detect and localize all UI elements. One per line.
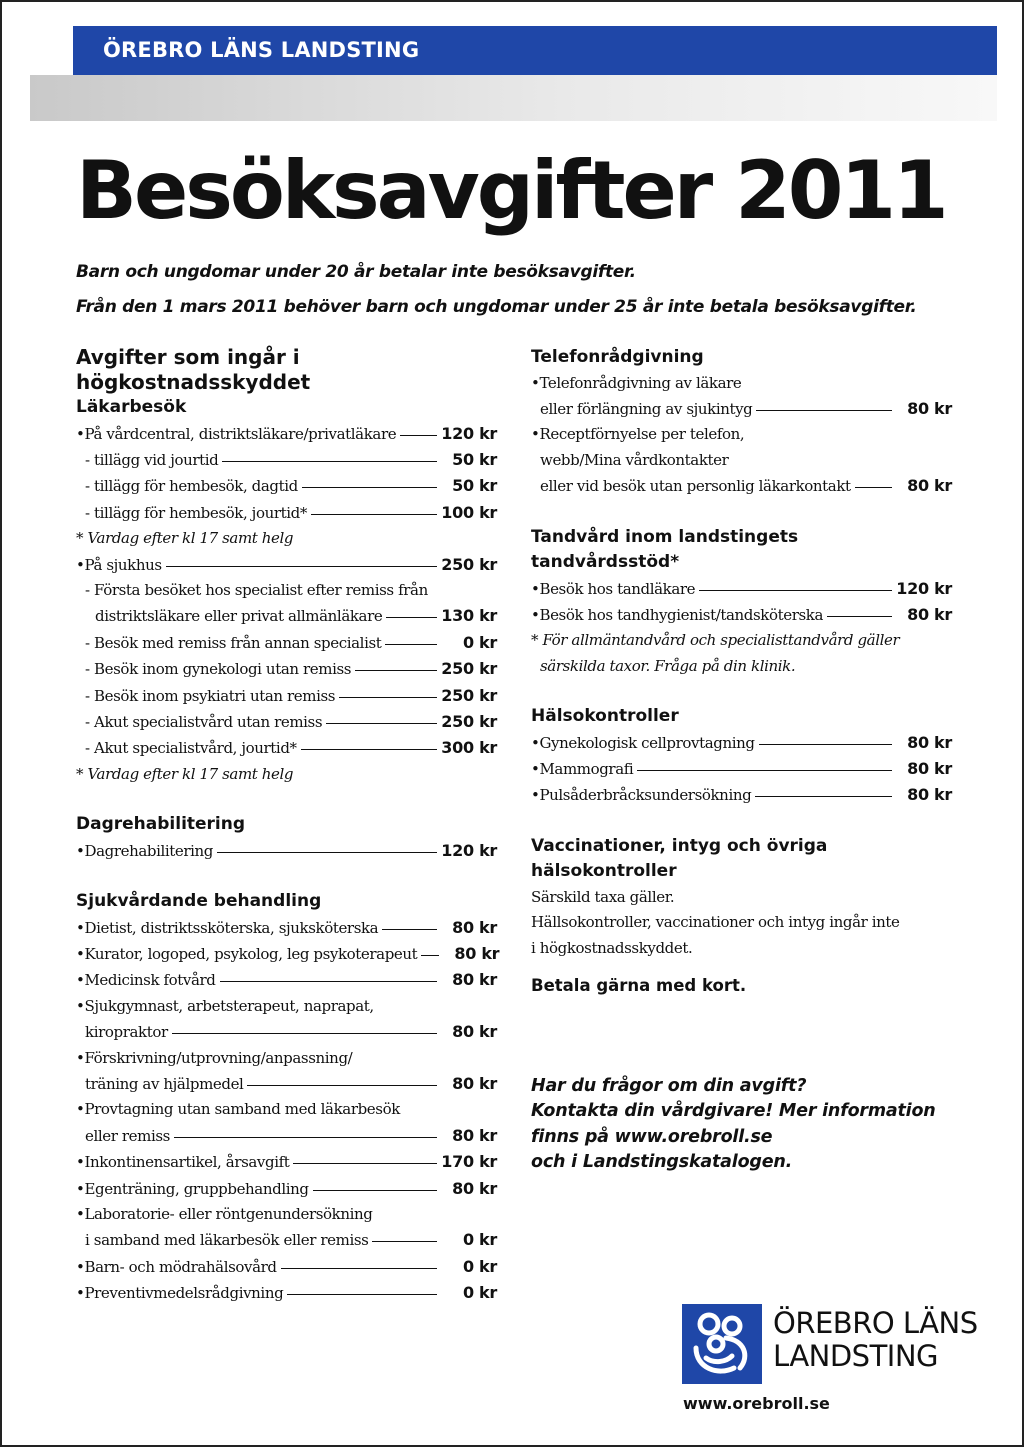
leader-line	[855, 487, 892, 488]
fee-price: 120 kr	[896, 578, 952, 598]
footnote: * Vardag efter kl 17 samt helg	[76, 529, 294, 548]
fee-row	[531, 730, 952, 756]
fee-price: 80 kr	[452, 917, 497, 937]
fee-label: distriktsläkare eller privat allmänläkare	[95, 607, 383, 626]
fee-label-line: webb/Mina vårdkontakter	[540, 450, 729, 469]
sjukvard-heading: Sjukvårdande behandling	[76, 891, 322, 912]
fee-row	[76, 915, 497, 941]
leader-line	[382, 929, 437, 930]
fee-label: - tillägg för hembesök, jourtid*	[85, 503, 307, 522]
leader-line	[222, 461, 437, 462]
fee-label: •Egenträning, gruppbehandling	[76, 1179, 309, 1198]
leader-line	[287, 1294, 437, 1295]
fee-row	[76, 421, 497, 447]
fee-row	[76, 1123, 497, 1149]
fee-row	[76, 735, 497, 761]
fee-price: 0 kr	[462, 1256, 497, 1276]
fee-row	[76, 1019, 497, 1045]
leader-line	[339, 697, 437, 698]
fee-price: 250 kr	[441, 659, 497, 679]
decorative-gradient-bar	[30, 75, 997, 121]
fee-price: 250 kr	[441, 554, 497, 574]
fee-price: 80 kr	[907, 759, 952, 779]
fee-row	[76, 838, 497, 864]
fee-row	[531, 396, 952, 422]
leader-line	[400, 435, 437, 436]
fee-label: - tillägg vid jourtid	[85, 450, 219, 469]
vacc-text: Hällsokontroller, vaccinationer och intyg ingår inte	[531, 913, 900, 932]
footnote: * Vardag efter kl 17 samt helg	[76, 764, 294, 783]
fee-row	[76, 941, 500, 967]
contact-line: finns på www.orebroll.se	[531, 1126, 773, 1147]
fee-label: •Besök hos tandläkare	[531, 579, 696, 598]
fee-price: 80 kr	[907, 732, 952, 752]
leader-line	[827, 616, 892, 617]
fee-label: eller vid besök utan personlig läkarkontakt	[540, 477, 851, 496]
fee-label-line: •Laboratorie- eller röntgenundersökning	[76, 1205, 373, 1224]
leader-line	[385, 644, 437, 645]
fee-label: •Gynekologisk cellprovtagning	[531, 733, 755, 752]
header-banner: ÖREBRO LÄNS LANDSTING	[73, 26, 997, 75]
fee-label: - Akut specialistvård, jourtid*	[85, 739, 297, 758]
fee-label: •På vårdcentral, distriktsläkare/privatläkare	[76, 424, 397, 443]
fee-price: 0 kr	[462, 1230, 497, 1250]
fee-label-line: •Förskrivning/utprovning/anpassning/	[76, 1048, 353, 1067]
contact-line: Kontakta din vårdgivare! Mer information	[531, 1101, 936, 1122]
fee-label: - Akut specialistvård utan remiss	[85, 712, 323, 731]
dagrehab-heading: Dagrehabilitering	[76, 814, 246, 835]
fee-price: 120 kr	[441, 840, 497, 860]
fee-price: 80 kr	[454, 944, 500, 963]
fee-price: 170 kr	[441, 1152, 497, 1172]
leader-line	[302, 487, 437, 488]
fee-row	[76, 683, 497, 709]
leader-line	[217, 852, 437, 853]
fee-row	[76, 656, 497, 682]
vacc-heading: Vaccinationer, intyg och övriga	[531, 835, 828, 856]
fee-label: - tillägg för hembesök, dagtid	[85, 477, 298, 496]
fee-row	[76, 1071, 497, 1097]
leader-line	[756, 410, 892, 411]
fee-row	[76, 1176, 497, 1202]
fee-price: 80 kr	[907, 785, 952, 805]
leader-line	[166, 566, 437, 567]
telefon-heading: Telefonrådgivning	[531, 347, 704, 367]
fee-price: 130 kr	[441, 606, 497, 626]
fee-price: 80 kr	[452, 1125, 497, 1145]
vacc-text: i högkostnadsskyddet.	[531, 938, 693, 957]
leader-line	[759, 744, 892, 745]
fee-price: 50 kr	[452, 476, 497, 496]
fee-row	[76, 1280, 497, 1306]
right-column	[531, 345, 952, 1176]
fee-row	[531, 782, 952, 808]
fee-price: 80 kr	[907, 398, 952, 418]
leader-line	[293, 1163, 437, 1164]
fee-label: •Pulsåderbråcksundersökning	[531, 786, 752, 805]
leader-line	[311, 514, 437, 515]
logo-line: ÖREBRO LÄNS	[773, 1306, 978, 1340]
fee-label: i samband med läkarbesök eller remiss	[85, 1231, 369, 1250]
fee-label: •Besök hos tandhygienist/tandsköterska	[531, 605, 824, 624]
leader-line	[301, 749, 437, 750]
fee-label: •Medicinsk fotvård	[76, 971, 216, 990]
leader-line	[755, 796, 892, 797]
fee-label: träning av hjälpmedel	[85, 1075, 244, 1094]
fee-row	[76, 552, 497, 578]
leader-line	[313, 1190, 437, 1191]
fee-label-line: •Telefonrådgivning av läkare	[531, 373, 742, 392]
fee-price: 120 kr	[441, 423, 497, 443]
fee-label: - Besök med remiss från annan specialist	[85, 633, 382, 652]
fee-row	[531, 473, 952, 499]
fee-row	[76, 1227, 497, 1253]
fee-label-line: •Receptförnyelse per telefon,	[531, 425, 745, 444]
fee-label-line: •Provtagning utan samband med läkarbesök	[76, 1100, 400, 1119]
fee-label: - Besök inom gynekologi utan remiss	[85, 660, 352, 679]
fee-price: 80 kr	[452, 970, 497, 990]
fee-price: 80 kr	[907, 604, 952, 624]
contact-line: Har du frågor om din avgift?	[531, 1075, 807, 1096]
card-payment-note: Betala gärna med kort.	[531, 976, 747, 996]
fee-price: 300 kr	[441, 738, 497, 758]
fee-label: •På sjukhus	[76, 555, 162, 574]
logo-line: LANDSTING	[773, 1339, 939, 1373]
section-heading: Avgifter som ingår i	[76, 345, 300, 369]
fee-row	[531, 576, 952, 602]
leader-line	[281, 1268, 437, 1269]
fee-row	[76, 447, 497, 473]
fee-label: eller remiss	[85, 1126, 170, 1145]
leader-line	[386, 617, 437, 618]
fee-price: 250 kr	[441, 685, 497, 705]
leader-line	[699, 590, 892, 591]
fee-label: •Mammografi	[531, 760, 634, 779]
fee-label: eller förlängning av sjukintyg	[540, 399, 753, 418]
fee-row	[76, 967, 497, 993]
fee-row	[76, 603, 497, 629]
leader-line	[421, 955, 439, 956]
fee-label: •Kurator, logoped, psykolog, leg psykoterapeut	[76, 945, 418, 963]
section-heading-cont: högkostnadsskyddet	[76, 370, 311, 394]
leader-line	[372, 1241, 437, 1242]
fee-price: 80 kr	[452, 1074, 497, 1094]
lakarbesok-heading: Läkarbesök	[76, 397, 187, 417]
fee-row	[76, 473, 497, 499]
fee-label: •Dietist, distriktssköterska, sjuksköterska	[76, 918, 379, 937]
fee-label: - Besök inom psykiatri utan remiss	[85, 686, 336, 705]
fee-row	[531, 602, 952, 628]
fee-label: •Barn- och mödrahälsovård	[76, 1257, 277, 1276]
fee-price: 100 kr	[441, 502, 497, 522]
subtitle-age-20: Barn och ungdomar under 20 år betalar inte besöksavgifter.	[76, 262, 636, 282]
tandvard-heading: Tandvård inom landstingets tandvårdsstöd*	[531, 526, 799, 573]
fee-label: kiropraktor	[85, 1023, 168, 1042]
halso-heading: Hälsokontroller	[531, 706, 679, 727]
leader-line	[637, 770, 892, 771]
fee-row	[76, 1254, 497, 1280]
fee-price: 0 kr	[462, 1283, 497, 1303]
fee-price: 80 kr	[907, 476, 952, 496]
page-title: Besöksavgifter 2011	[76, 144, 946, 237]
fee-row	[76, 1149, 497, 1175]
vacc-heading-cont: hälsokontroller	[531, 861, 677, 882]
leader-line	[174, 1137, 437, 1138]
family-emblem-icon	[682, 1304, 762, 1384]
leader-line	[172, 1033, 437, 1034]
subtitle-age-25: Från den 1 mars 2011 behöver barn och ungdomar under 25 år inte betala besöksavgifter.	[76, 297, 917, 317]
logo-wordmark	[773, 1307, 978, 1373]
leader-line	[220, 981, 438, 982]
fee-row	[76, 500, 497, 526]
leader-line	[355, 670, 437, 671]
fee-price: 0 kr	[462, 632, 497, 652]
footnote: särskilda taxor. Fråga på din klinik.	[540, 656, 796, 675]
leader-line	[247, 1085, 437, 1086]
fee-row	[76, 630, 497, 656]
fee-label: •Preventivmedelsrådgivning	[76, 1284, 284, 1303]
fee-label-line: - Första besöket hos specialist efter remiss från	[85, 580, 428, 599]
contact-line: och i Landstingskatalogen.	[531, 1152, 793, 1173]
fee-price: 80 kr	[452, 1022, 497, 1042]
footnote: * För allmäntandvård och specialisttandvård gäller	[531, 631, 900, 650]
fee-price: 80 kr	[452, 1178, 497, 1198]
fee-row	[76, 709, 497, 735]
vacc-text: Särskild taxa gäller.	[531, 887, 675, 906]
fee-row	[531, 756, 952, 782]
fee-label: •Dagrehabilitering	[76, 841, 213, 860]
fee-label: •Inkontinensartikel, årsavgift	[76, 1153, 290, 1172]
footer-url: www.orebroll.se	[683, 1394, 830, 1413]
leader-line	[326, 723, 437, 724]
left-column	[76, 345, 500, 1307]
fee-price: 50 kr	[452, 449, 497, 469]
fee-label-line: •Sjukgymnast, arbetsterapeut, naprapat,	[76, 996, 374, 1015]
fee-price: 250 kr	[441, 711, 497, 731]
